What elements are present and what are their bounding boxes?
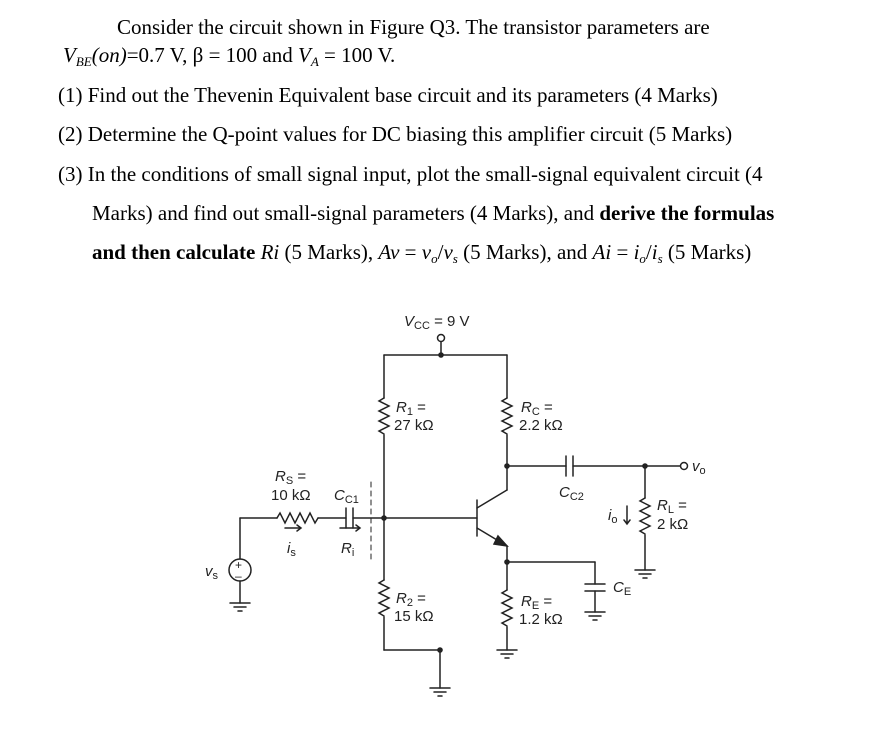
vbe-sub: BE bbox=[75, 54, 92, 69]
output-node bbox=[642, 463, 648, 469]
is-term: i bbox=[651, 240, 658, 264]
ground-source-icon bbox=[230, 603, 250, 611]
ri-arrow bbox=[340, 525, 360, 531]
source-minus: – bbox=[235, 569, 242, 583]
part-3-line-2-bold: derive the formulas bbox=[599, 201, 775, 225]
vbe-value: =0.7 V, bbox=[126, 43, 193, 67]
ground-bottom-icon bbox=[430, 688, 450, 696]
rl-value: 2 kΩ bbox=[657, 516, 689, 533]
rc-value: 2.2 kΩ bbox=[519, 417, 563, 434]
top-rail-node bbox=[438, 352, 444, 358]
ri-term: Ri bbox=[260, 240, 280, 264]
rs-value: 10 kΩ bbox=[271, 487, 311, 504]
vo-term-sub: o bbox=[431, 251, 438, 266]
transistor-collector bbox=[477, 490, 507, 508]
io-term: i bbox=[633, 240, 640, 264]
r1-label: $R_1$ = bbox=[396, 399, 426, 418]
vo-terminal bbox=[681, 463, 688, 470]
part-3-line-3-bold: and then calculate bbox=[92, 240, 261, 264]
rl-resistor bbox=[640, 498, 650, 534]
ce-capacitor bbox=[585, 584, 605, 591]
transistor-emitter-arrow bbox=[494, 536, 507, 546]
ground-re-icon bbox=[497, 650, 517, 658]
rc-resistor bbox=[502, 398, 512, 434]
vo-term: v bbox=[421, 240, 432, 264]
is-term-sub: s bbox=[657, 251, 663, 266]
re-resistor bbox=[502, 590, 512, 626]
vcc-terminal bbox=[438, 335, 445, 342]
collector-node bbox=[504, 463, 510, 469]
part-3-line-1: (3) In the conditions of small signal input, plot the small-signal equivalent circuit (4 bbox=[58, 162, 763, 186]
r2-label: $R_2$ = bbox=[396, 590, 426, 609]
vbe-on: (on) bbox=[91, 43, 127, 67]
base-node bbox=[381, 515, 387, 521]
va-value: = 100 V. bbox=[318, 43, 396, 67]
cc1-capacitor bbox=[346, 508, 353, 528]
av-slash: / bbox=[437, 240, 444, 264]
question-intro: Consider the circuit shown in Figure Q3. The transistor parameters are bbox=[117, 15, 710, 39]
vs-term: v bbox=[443, 240, 453, 264]
rs-label: $R_S$ = bbox=[275, 468, 307, 487]
va-label: V bbox=[298, 43, 311, 67]
r1-resistor bbox=[379, 398, 389, 434]
is-label: $i_s$ bbox=[287, 540, 296, 559]
io-label: $i_o$ bbox=[608, 507, 618, 526]
r1-value: 27 kΩ bbox=[394, 417, 434, 434]
r2-value: 15 kΩ bbox=[394, 608, 434, 625]
part-2: (2) Determine the Q-point values for DC biasing this amplifier circuit (5 Marks) bbox=[58, 122, 733, 146]
av-marks: (5 Marks), and bbox=[457, 240, 593, 264]
vs-label: $v_s$ bbox=[205, 563, 218, 582]
rs-resistor bbox=[277, 513, 318, 523]
emitter-node bbox=[504, 559, 510, 565]
ground-rl-icon bbox=[635, 570, 655, 578]
r2-resistor bbox=[379, 580, 389, 616]
part-1: (1) Find out the Thevenin Equivalent base circuit and its parameters (4 Marks) bbox=[58, 83, 718, 107]
ai-eq: = bbox=[611, 240, 634, 264]
ai-marks: (5 Marks) bbox=[662, 240, 752, 264]
source-plus: + bbox=[235, 558, 243, 572]
part-3-line-2-text: Marks) and find out small-signal parameters (4 Marks), and bbox=[92, 201, 600, 225]
vo-label: $v_o$ bbox=[692, 458, 706, 477]
io-term-sub: o bbox=[639, 251, 646, 266]
io-arrow bbox=[624, 506, 630, 524]
bottom-rail-node bbox=[437, 647, 443, 653]
vs-term-sub: s bbox=[452, 251, 458, 266]
cc2-label: $C_{C2}$ bbox=[559, 484, 584, 503]
is-arrow bbox=[285, 525, 301, 531]
va-sub: A bbox=[310, 54, 319, 69]
ai-term: Ai bbox=[592, 240, 612, 264]
vbe-label: V bbox=[63, 43, 76, 67]
ri-marks: (5 Marks), bbox=[279, 240, 379, 264]
ce-label: $C_E$ bbox=[613, 579, 632, 598]
re-label: $R_E$ = bbox=[521, 593, 553, 612]
cc2-capacitor bbox=[566, 456, 573, 476]
av-term: Av bbox=[378, 240, 400, 264]
cc1-label: $C_{C1}$ bbox=[334, 487, 359, 506]
re-value: 1.2 kΩ bbox=[519, 611, 563, 628]
rl-label: $R_L$ = bbox=[657, 497, 687, 516]
av-eq: = bbox=[399, 240, 422, 264]
ai-slash: / bbox=[645, 240, 652, 264]
rc-label: $R_C$ = bbox=[521, 399, 553, 418]
ri-label: $R_i$ bbox=[341, 540, 355, 559]
beta-value: β = 100 and bbox=[192, 43, 299, 67]
vcc-label: $V_{CC} = 9$ V bbox=[404, 313, 470, 332]
ground-ce-icon bbox=[585, 612, 605, 620]
